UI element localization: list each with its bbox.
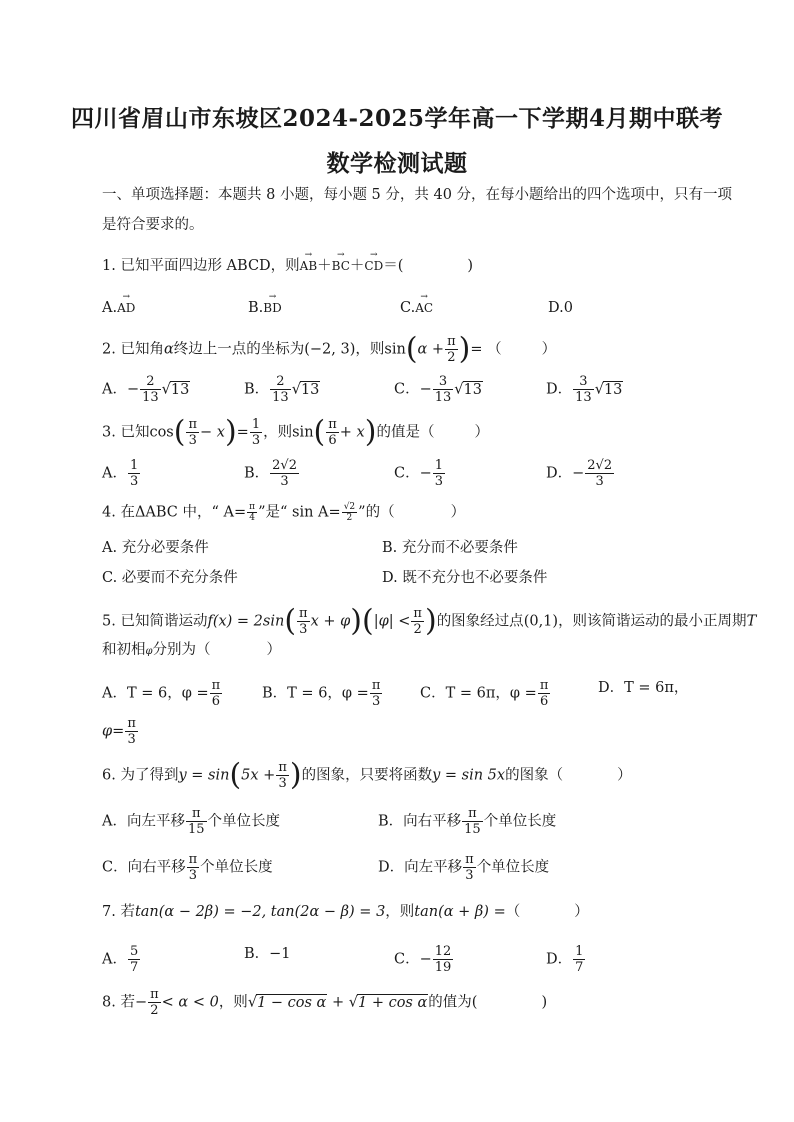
q3-b-frac xyxy=(270,458,299,489)
q5-point: (0,1) xyxy=(523,613,559,630)
q3-option-d xyxy=(546,458,615,489)
q3-pi-over-3 xyxy=(186,417,199,448)
q5-line2-a: 和初相 xyxy=(102,642,146,658)
q8-paren-end: ) xyxy=(541,994,548,1011)
q5-stem-line1 xyxy=(102,603,757,639)
q2-stem xyxy=(102,331,557,367)
q1-option-a xyxy=(102,298,135,318)
q3-stem xyxy=(102,414,489,450)
q7-option-d xyxy=(546,944,586,975)
q5-T: T xyxy=(746,613,757,630)
q5-function: f(x) = 2sin xyxy=(207,613,285,630)
q6-b-suffix: 个单位长度 xyxy=(483,813,557,830)
q6-stem-c: 的图象（ xyxy=(505,767,564,784)
q5-three: 3 xyxy=(299,622,308,637)
q2-stem-d: = （ xyxy=(470,341,502,358)
q5-abs-phi: |φ| < xyxy=(373,613,411,630)
q8-pi-over-2 xyxy=(148,987,161,1018)
q1-plus-1: ＋ xyxy=(317,258,332,274)
q8-rad2: 1 + cos α xyxy=(357,994,428,1011)
q6-stem-b: 的图象，只要将函数 xyxy=(301,767,433,784)
q3-three-2: 3 xyxy=(251,433,261,448)
q8-ineq: < α < 0 xyxy=(161,994,219,1011)
q1-b-vector: → BD xyxy=(263,298,281,318)
q4-pi-over-4 xyxy=(247,502,257,523)
q5-option-d: D．T = 6π， xyxy=(598,680,689,696)
q2-lparen: ( xyxy=(405,331,418,367)
q4-pi: π xyxy=(249,502,256,512)
q3-rparen-2: ) xyxy=(364,414,377,450)
q2-option-c: C．− $\frac{3}{13}$ √13 xyxy=(394,374,482,405)
q4-option-c: C. 必要而不充分条件 xyxy=(102,570,238,586)
q2-pi-over-2 xyxy=(445,334,458,365)
q2-option-d: D． $\frac{3}{13}$ √13 xyxy=(546,374,623,405)
q4-paren-end: ） xyxy=(450,504,466,521)
q5-b-prefix: B．T = 6，φ = xyxy=(262,685,369,702)
q8-stem: 8. 若− $\frac{\pi}{2}$ < α < 0，则√1 − cos α + √1 + cos α的值为( ) xyxy=(102,987,548,1018)
q8-plus: + xyxy=(331,994,345,1011)
q5-d-den: 3 xyxy=(127,732,136,747)
q4-option-d: D. 既不充分也不必要条件 xyxy=(382,570,548,586)
q3-rparen-1: ) xyxy=(224,414,237,450)
q5-c-pi: π xyxy=(539,678,549,693)
q6-stem-a: 6. 为了得到 xyxy=(102,767,179,784)
q7-d-prefix: D． xyxy=(546,951,573,968)
q6-a-den: 15 xyxy=(187,822,205,837)
q2-b-num: 2 xyxy=(270,374,291,390)
q5-stem-line2 xyxy=(102,640,281,662)
q2-paren-end: ） xyxy=(541,341,557,358)
q4-two: 2 xyxy=(346,513,353,523)
q2-stem-b: 终边上一点的坐标为 xyxy=(173,341,305,358)
q7-c-prefix: C．− xyxy=(394,951,432,968)
q5-pi-over-2 xyxy=(411,606,424,637)
q3-a-den: 3 xyxy=(129,474,139,489)
q6-stem xyxy=(102,757,632,793)
q5-d-line2: φ= xyxy=(102,723,125,740)
q5-option-c xyxy=(420,678,551,709)
q8-pi: π xyxy=(150,987,159,1002)
q2-two: 2 xyxy=(447,350,456,365)
q5-rparen-1: ) xyxy=(350,603,363,639)
q6-paren-end: ） xyxy=(617,767,632,784)
q6-c-pi: π xyxy=(188,852,198,867)
q2-coord: (−2, 3) xyxy=(304,341,356,358)
q5-d-frac xyxy=(125,716,138,747)
q3-d-prefix: D．− xyxy=(546,465,585,482)
q2-option-a: A．− $\frac{2}{13}$ √13 xyxy=(102,374,190,405)
q1-vector-bc: → BC xyxy=(332,256,350,276)
q6-c-den: 3 xyxy=(188,868,198,883)
q1-option-c xyxy=(400,298,433,318)
q5-b-den: 3 xyxy=(371,694,381,709)
q2-pi: π xyxy=(447,334,456,349)
q3-b-prefix: B． xyxy=(244,465,270,482)
q5-rparen-2: ) xyxy=(424,603,437,639)
q6-option-c xyxy=(102,852,273,883)
q3-stem-b: ，则 xyxy=(263,424,293,441)
q6-b-pi: π xyxy=(462,806,483,822)
q3-a-frac xyxy=(128,458,140,489)
q8-stem-a: 8. 若 xyxy=(102,994,135,1011)
q5-two: 2 xyxy=(413,622,422,637)
q6-rparen: ) xyxy=(289,757,302,793)
q2-a-num: 2 xyxy=(140,374,161,390)
q2-d-den: 13 xyxy=(575,390,592,405)
q5-paren-end: ） xyxy=(266,642,282,658)
q3-pi-1: π xyxy=(188,417,198,432)
q1-equals: ＝( xyxy=(383,258,404,274)
q6-y-sin: y = sin xyxy=(178,767,230,784)
q3-lparen-1: ( xyxy=(173,414,186,450)
q3-one-third xyxy=(250,417,262,448)
q1-c-vector: → AC xyxy=(415,298,433,318)
q5-b-frac xyxy=(370,678,383,709)
q7-option-b: B．−1 xyxy=(244,946,291,962)
q3-stem-a: 3. 已知 xyxy=(102,424,150,441)
q7-expr: tan(α − 2β) = −2, tan(2α − β) = 3 xyxy=(134,904,386,920)
q2-b-frac xyxy=(270,374,291,405)
q4-four: 4 xyxy=(249,513,255,523)
q6-pi: π xyxy=(278,760,287,775)
q3-a-num: 1 xyxy=(129,458,139,473)
q2-a-prefix: A．− xyxy=(102,381,140,398)
q6-option-d xyxy=(378,852,549,883)
q2-b-den: 13 xyxy=(272,390,289,405)
q4-stem-a: 4. 在ΔABC 中，“ A= xyxy=(102,504,247,521)
q2-rparen: ) xyxy=(458,331,471,367)
q2-option-b: B． $\frac{2}{13}$ √13 xyxy=(244,374,320,405)
q2-d-num: 3 xyxy=(573,374,594,390)
q8-stem-b: ，则 xyxy=(218,994,248,1011)
q2-b-prefix: B． xyxy=(244,381,270,398)
q3-paren-end: ） xyxy=(474,424,489,441)
q8-two: 2 xyxy=(150,1003,159,1018)
q7-stem-b: ，则 xyxy=(385,904,415,920)
q1-plus-2: ＋ xyxy=(349,258,365,274)
q4-option-b: B. 充分而不必要条件 xyxy=(382,540,518,556)
q8-stem-c: 的值为( xyxy=(428,994,478,1011)
q6-a-suffix: 个单位长度 xyxy=(207,813,281,830)
q5-option-b xyxy=(262,678,383,709)
q7-d-num: 1 xyxy=(575,944,584,959)
q4-stem-c: ”的（ xyxy=(358,504,395,521)
q5-stem-b: 的图象经过点 xyxy=(436,613,524,630)
q3-option-b xyxy=(244,458,300,489)
q5-a-pi: π xyxy=(211,678,221,693)
q6-option-b xyxy=(378,806,556,837)
q3-option-c xyxy=(394,458,446,489)
q2-d-frac xyxy=(573,374,594,405)
q6-pi-over-3 xyxy=(276,760,289,791)
q1-vector-cd: → CD xyxy=(364,256,383,276)
q7-c-frac xyxy=(433,944,454,975)
q7-option-c xyxy=(394,944,454,975)
q3-sin: sin xyxy=(292,424,314,441)
q6-inner: 5x + xyxy=(241,767,276,784)
q2-c-prefix: C．− xyxy=(394,381,432,398)
q6-d-pi: π xyxy=(465,852,474,867)
q3-c-den: 3 xyxy=(434,474,444,489)
q6-b-den: 15 xyxy=(464,822,481,837)
q6-three: 3 xyxy=(278,776,287,791)
q2-stem-c: ，则 xyxy=(355,341,385,358)
q5-lparen-2: ( xyxy=(362,603,374,639)
q3-d-frac xyxy=(585,458,614,489)
q2-a-frac xyxy=(140,374,161,405)
q6-lparen: ( xyxy=(229,757,242,793)
section-intro-line1: 一、单项选择题：本题共 8 小题，每小题 5 分，共 40 分，在每小题给出的四个选项中，只有一项 xyxy=(102,187,733,203)
q7-expr2: tan(α + β) = xyxy=(414,904,506,920)
q6-d-prefix: D．向左平移 xyxy=(378,859,463,876)
q3-a-prefix: A． xyxy=(102,465,127,482)
page-title-line1: 四川省眉山市东坡区2024-2025学年高一下学期4月期中联考 xyxy=(70,105,724,132)
q4-rt2: √2 xyxy=(343,502,356,512)
q7-a-prefix: A． xyxy=(102,951,127,968)
q7-c-den: 19 xyxy=(434,960,452,975)
q7-stem-c: （ xyxy=(505,904,521,920)
q4-rt2-over-2 xyxy=(342,502,357,523)
q5-a-prefix: A．T = 6，φ = xyxy=(102,685,209,702)
q6-a-prefix: A．向左平移 xyxy=(102,813,185,830)
q5-option-d-line2 xyxy=(102,716,139,747)
q5-a-den: 6 xyxy=(211,694,221,709)
q6-c-suffix: 个单位长度 xyxy=(200,859,273,876)
q5-pi-2: π xyxy=(413,606,422,621)
q7-stem xyxy=(102,902,589,922)
q2-a-rad: 13 xyxy=(170,381,190,398)
q2-stem-a: 2. 已知角 xyxy=(102,341,164,358)
q5-phi: φ xyxy=(145,646,153,657)
q5-d-pi: π xyxy=(127,716,136,731)
q1-c-prefix: C. xyxy=(400,300,416,316)
page-title-line2: 数学检测试题 xyxy=(326,150,468,177)
q8-minus: − xyxy=(134,994,148,1011)
q6-option-a xyxy=(102,806,280,837)
q5-pi-1: π xyxy=(299,606,308,621)
q3-d-num: 2√2 xyxy=(587,458,613,473)
q2-alpha-plus: α + xyxy=(417,341,445,358)
q4-option-a: A. 充分必要条件 xyxy=(102,540,209,556)
q3-b-num: 2√2 xyxy=(272,458,297,473)
q2-d-rad: 13 xyxy=(603,381,623,398)
q3-eq: = xyxy=(236,424,249,441)
q5-x-phi: x + φ xyxy=(310,613,351,630)
q3-pi-over-6 xyxy=(326,417,339,448)
q7-a-num: 5 xyxy=(129,944,139,959)
q7-c-num: 12 xyxy=(434,944,452,959)
q1-vector-ab: → AB xyxy=(300,256,317,276)
q6-b-prefix: B．向右平移 xyxy=(378,813,462,830)
q5-c-frac xyxy=(538,678,551,709)
q3-pi-2: π xyxy=(328,417,337,432)
q4-stem-b: ”是“ sin A= xyxy=(258,504,341,521)
q6-d-suffix: 个单位长度 xyxy=(476,859,550,876)
q7-stem-a: 7. 若 xyxy=(102,904,135,920)
q1-a-vector: → AD xyxy=(117,298,135,318)
q6-b-frac xyxy=(462,806,483,837)
q6-a-frac xyxy=(186,806,207,837)
q2-sin: sin xyxy=(384,341,406,358)
q5-c-den: 6 xyxy=(539,694,549,709)
q1-stem xyxy=(102,256,473,276)
q5-lparen-1: ( xyxy=(284,603,297,639)
q3-d-den: 3 xyxy=(595,474,604,489)
q3-c-frac xyxy=(433,458,445,489)
q3-three: 3 xyxy=(188,433,197,448)
q3-stem-c: 的值是（ xyxy=(376,424,435,441)
q5-b-pi: π xyxy=(371,678,381,693)
q4-stem xyxy=(102,502,465,523)
q8-rad1: 1 − cos α xyxy=(257,994,327,1011)
q7-a-den: 7 xyxy=(129,960,139,975)
q3-b-den: 3 xyxy=(280,474,289,489)
q7-a-frac xyxy=(128,944,140,975)
q6-y-sin5x: y = sin 5x xyxy=(432,767,506,784)
q3-lparen-2: ( xyxy=(313,414,326,450)
section-intro-line2: 是符合要求的。 xyxy=(102,217,204,233)
q1-stem-text: 1. 已知平面四边形 ABCD，则 xyxy=(102,258,300,274)
q5-stem-c: ，则该简谐运动的最小正周期 xyxy=(558,613,747,630)
q3-c-num: 1 xyxy=(434,458,444,473)
q2-alpha: α xyxy=(163,341,174,358)
q7-d-den: 7 xyxy=(575,960,584,975)
q3-one: 1 xyxy=(251,417,261,432)
q7-option-a xyxy=(102,944,141,975)
q2-c-den: 13 xyxy=(434,390,452,405)
q1-a-prefix: A. xyxy=(102,300,118,316)
q6-d-den: 3 xyxy=(465,868,474,883)
q1-paren-end: ) xyxy=(467,258,474,274)
q6-c-prefix: C．向右平移 xyxy=(102,859,186,876)
q3-cos: cos xyxy=(149,424,174,441)
q3-option-a xyxy=(102,458,141,489)
q3-six: 6 xyxy=(328,433,337,448)
q2-a-den: 13 xyxy=(142,390,159,405)
q7-d-frac xyxy=(573,944,585,975)
q2-b-rad: 13 xyxy=(300,381,320,398)
q6-a-pi: π xyxy=(186,806,207,822)
q7-paren-end: ） xyxy=(574,904,589,920)
q5-line2-b: 分别为（ xyxy=(152,642,211,658)
q5-option-a xyxy=(102,678,223,709)
q2-c-rad: 13 xyxy=(463,381,482,398)
q3-c-prefix: C．− xyxy=(394,465,432,482)
q6-d-frac xyxy=(463,852,476,883)
q5-c-prefix: C．T = 6π，φ = xyxy=(420,685,537,702)
q1-option-b xyxy=(248,298,282,318)
q3-plus-x: + x xyxy=(339,424,365,441)
q1-option-d: D.0 xyxy=(548,300,573,316)
q3-minus-x: − x xyxy=(200,424,225,441)
q2-c-frac xyxy=(433,374,454,405)
q5-stem-a: 5. 已知简谐运动 xyxy=(102,613,208,630)
q5-pi-over-3 xyxy=(297,606,310,637)
q2-c-num: 3 xyxy=(433,374,454,390)
q2-d-prefix: D． xyxy=(546,381,573,398)
q5-a-frac xyxy=(210,678,223,709)
q6-c-frac xyxy=(187,852,200,883)
q1-b-prefix: B. xyxy=(248,300,264,316)
